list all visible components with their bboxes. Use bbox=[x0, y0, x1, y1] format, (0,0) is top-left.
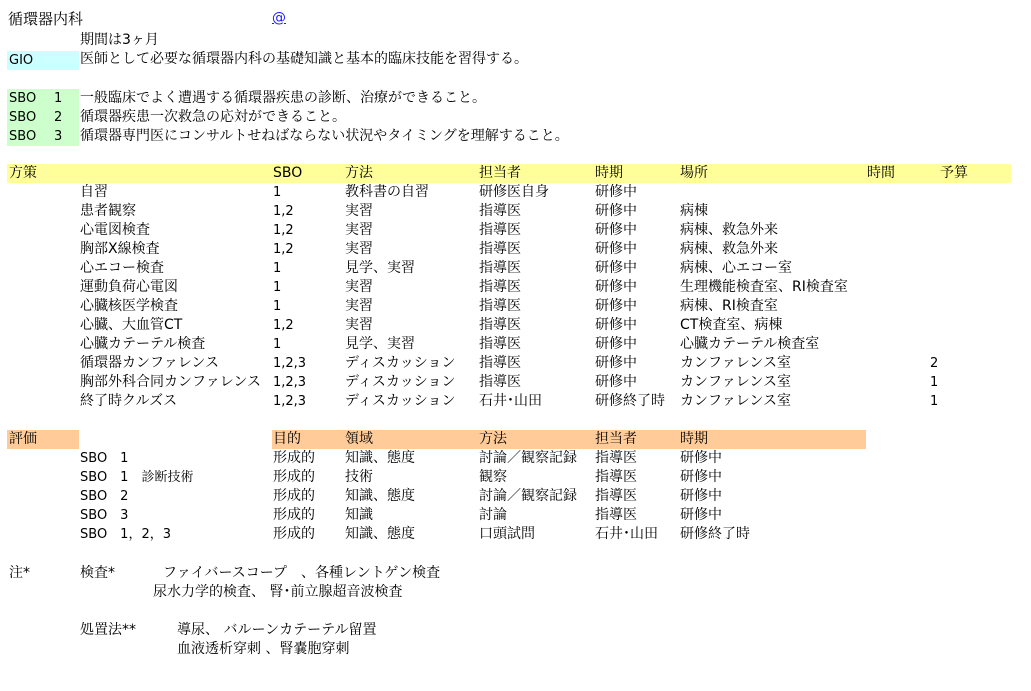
plan-cell-method: 実習 bbox=[345, 241, 373, 257]
plan-cell-time: 研修中 bbox=[595, 317, 637, 333]
plan-cell-sbo: 1,2 bbox=[273, 318, 294, 333]
plan-cell-name: 心エコー検査 bbox=[80, 260, 164, 276]
eval-cell-method: 討論 bbox=[479, 507, 507, 523]
sbo-text: 循環器疾患一次救急の応対ができること。 bbox=[80, 109, 346, 125]
plan-cell-person: 指導医 bbox=[479, 317, 521, 333]
plan-cell-method: 実習 bbox=[345, 203, 373, 219]
page-title: 循環器内科 bbox=[8, 10, 84, 28]
eval-cell-domain: 知識 bbox=[345, 507, 373, 523]
eval-header-person: 担当者 bbox=[595, 431, 637, 447]
plan-cell-person: 指導医 bbox=[479, 336, 521, 352]
plan-cell-person: 指導医 bbox=[479, 374, 521, 390]
notes-exam-line2: 尿水力学的検査、 腎･前立腺超音波検査 bbox=[153, 584, 403, 600]
eval-cell-method: 口頭試問 bbox=[479, 526, 535, 542]
plan-cell-name: 心電図検査 bbox=[80, 222, 150, 238]
plan-cell-sbo: 1 bbox=[273, 261, 282, 276]
plan-cell-method: ディスカッション bbox=[345, 374, 456, 390]
plan-cell-person: 指導医 bbox=[479, 203, 521, 219]
plan-cell-person: 指導医 bbox=[479, 241, 521, 257]
plan-cell-name: 心臓、大血管CT bbox=[80, 317, 183, 333]
plan-header-sbo: SBO bbox=[273, 165, 303, 181]
plan-cell-method: 教科書の自習 bbox=[345, 184, 429, 200]
plan-cell-sbo: 1,2 bbox=[273, 204, 294, 219]
plan-cell-place: 生理機能検査室、RI検査室 bbox=[680, 279, 848, 295]
plan-cell-method: ディスカッション bbox=[345, 355, 456, 371]
plan-cell-person: 指導医 bbox=[479, 355, 521, 371]
plan-cell-person: 研修医自身 bbox=[479, 184, 549, 200]
plan-cell-person: 指導医 bbox=[479, 222, 521, 238]
sbo-text: 一般臨床でよく遭遇する循環器疾患の診断、治療ができること。 bbox=[80, 90, 486, 106]
plan-cell-name: 終了時クルズス bbox=[80, 393, 178, 409]
plan-cell-name: 胸部X線検査 bbox=[80, 241, 160, 257]
plan-header-budget: 予算 bbox=[940, 165, 968, 181]
plan-cell-sbo: 1,2 bbox=[273, 223, 294, 238]
plan-cell-place: 病棟、心エコー室 bbox=[680, 260, 792, 276]
plan-cell-time: 研修中 bbox=[595, 298, 637, 314]
plan-cell-sbo: 1 bbox=[273, 337, 282, 352]
plan-cell-person: 指導医 bbox=[479, 298, 521, 314]
eval-cell-domain: 知識、態度 bbox=[345, 488, 415, 504]
plan-cell-place: CT検査室、病棟 bbox=[680, 317, 783, 333]
email-link[interactable]: @ bbox=[272, 10, 286, 26]
plan-cell-person: 石井･山田 bbox=[479, 393, 542, 409]
eval-cell-purpose: 形成的 bbox=[273, 526, 315, 542]
eval-cell-purpose: 形成的 bbox=[273, 507, 315, 523]
notes-exam-line1: ファイバースコープ 、各種レントゲン検査 bbox=[163, 565, 441, 581]
eval-cell-domain: 知識、態度 bbox=[345, 526, 415, 542]
plan-cell-sbo: 1 bbox=[273, 280, 282, 295]
plan-cell-name: 心臓核医学検査 bbox=[80, 298, 178, 314]
plan-cell-time: 研修中 bbox=[595, 260, 637, 276]
plan-cell-name: 患者観察 bbox=[80, 203, 136, 219]
notes-treat-line1: 導尿、 バルーンカテーテル留置 bbox=[177, 622, 377, 638]
sbo-label: SBO bbox=[9, 129, 37, 144]
plan-cell-sbo: 1,2,3 bbox=[273, 375, 307, 390]
eval-header-domain: 領域 bbox=[345, 431, 373, 447]
plan-cell-place: 病棟、救急外来 bbox=[680, 241, 778, 257]
eval-cell-time: 研修終了時 bbox=[680, 526, 750, 542]
eval-cell-time: 研修中 bbox=[680, 450, 722, 466]
eval-label: 評価 bbox=[9, 431, 37, 447]
plan-label: 方策 bbox=[9, 165, 37, 181]
plan-cell-time: 研修中 bbox=[595, 241, 637, 257]
plan-cell-place: 心臓カテーテル検査室 bbox=[680, 336, 820, 352]
plan-header-method: 方法 bbox=[345, 165, 373, 181]
notes-exam-label: 検査* bbox=[80, 565, 115, 581]
eval-header-time: 時期 bbox=[680, 431, 708, 447]
plan-cell-person: 指導医 bbox=[479, 279, 521, 295]
eval-cell-method: 討論／観察記録 bbox=[479, 488, 577, 504]
eval-cell-target: SBO 1 診断技術 bbox=[80, 470, 194, 485]
eval-cell-time: 研修中 bbox=[680, 507, 722, 523]
eval-cell-time: 研修中 bbox=[680, 469, 722, 485]
plan-header-person: 担当者 bbox=[479, 165, 521, 181]
eval-cell-method: 観察 bbox=[479, 469, 507, 485]
plan-header-time: 時期 bbox=[595, 165, 623, 181]
eval-cell-target: SBO 1，2，3 bbox=[80, 527, 171, 542]
eval-cell-method: 討論／観察記録 bbox=[479, 450, 577, 466]
plan-cell-sbo: 1,2 bbox=[273, 242, 294, 257]
notes-treat-line2: 血液透析穿刺 、腎嚢胞穿刺 bbox=[177, 641, 350, 657]
plan-cell-budget: 1 bbox=[930, 375, 939, 390]
plan-cell-name: 自習 bbox=[80, 184, 108, 200]
plan-cell-place: カンファレンス室 bbox=[680, 355, 791, 371]
notes-treat-label: 処置法** bbox=[80, 622, 136, 638]
plan-cell-name: 運動負荷心電図 bbox=[80, 279, 178, 295]
plan-cell-time: 研修中 bbox=[595, 184, 637, 200]
plan-cell-time: 研修終了時 bbox=[595, 393, 665, 409]
plan-cell-sbo: 1,2,3 bbox=[273, 356, 307, 371]
plan-cell-method: 実習 bbox=[345, 279, 373, 295]
plan-cell-method: 実習 bbox=[345, 298, 373, 314]
eval-cell-person: 指導医 bbox=[595, 507, 637, 523]
plan-cell-person: 指導医 bbox=[479, 260, 521, 276]
sbo-number: 1 bbox=[54, 91, 63, 106]
plan-cell-budget: 1 bbox=[930, 394, 939, 409]
plan-cell-method: 実習 bbox=[345, 222, 373, 238]
plan-header-hours: 時間 bbox=[867, 165, 895, 181]
plan-cell-time: 研修中 bbox=[595, 355, 637, 371]
eval-header-method: 方法 bbox=[479, 431, 507, 447]
plan-header-place: 場所 bbox=[680, 165, 708, 181]
eval-cell-domain: 技術 bbox=[345, 469, 373, 485]
plan-cell-name: 胸部外科合同カンファレンス bbox=[80, 374, 261, 390]
eval-cell-person: 石井･山田 bbox=[595, 526, 658, 542]
eval-cell-purpose: 形成的 bbox=[273, 488, 315, 504]
plan-cell-method: ディスカッション bbox=[345, 393, 456, 409]
plan-cell-budget: 2 bbox=[930, 356, 939, 371]
sbo-label: SBO bbox=[9, 91, 37, 106]
plan-cell-place: 病棟、RI検査室 bbox=[680, 298, 778, 314]
sbo-label: SBO bbox=[9, 110, 37, 125]
eval-cell-person: 指導医 bbox=[595, 469, 637, 485]
eval-cell-person: 指導医 bbox=[595, 488, 637, 504]
plan-cell-name: 心臓カテーテル検査 bbox=[80, 336, 206, 352]
eval-header-purpose: 目的 bbox=[273, 431, 301, 447]
plan-cell-time: 研修中 bbox=[595, 374, 637, 390]
eval-cell-target: SBO 1 bbox=[80, 451, 129, 466]
plan-cell-method: 実習 bbox=[345, 317, 373, 333]
notes-label: 注* bbox=[9, 565, 30, 581]
plan-cell-time: 研修中 bbox=[595, 336, 637, 352]
sbo-number: 2 bbox=[54, 110, 63, 125]
plan-cell-name: 循環器カンファレンス bbox=[80, 355, 219, 371]
eval-cell-target: SBO 3 bbox=[80, 508, 129, 523]
sbo-number: 3 bbox=[54, 129, 63, 144]
plan-cell-time: 研修中 bbox=[595, 279, 637, 295]
eval-cell-purpose: 形成的 bbox=[273, 450, 315, 466]
eval-cell-time: 研修中 bbox=[680, 488, 722, 504]
eval-cell-person: 指導医 bbox=[595, 450, 637, 466]
plan-cell-sbo: 1 bbox=[273, 185, 282, 200]
plan-cell-sbo: 1 bbox=[273, 299, 282, 314]
plan-cell-place: 病棟、救急外来 bbox=[680, 222, 778, 238]
plan-cell-place: カンファレンス室 bbox=[680, 374, 791, 390]
plan-cell-time: 研修中 bbox=[595, 203, 637, 219]
gio-text: 医師として必要な循環器内科の基礎知識と基本的臨床技能を習得する。 bbox=[80, 51, 528, 67]
plan-cell-sbo: 1,2,3 bbox=[273, 394, 307, 409]
gio-label: GIO bbox=[9, 53, 34, 68]
sbo-text: 循環器専門医にコンサルトせねばならない状況やタイミングを理解すること。 bbox=[80, 128, 569, 144]
eval-cell-target: SBO 2 bbox=[80, 489, 129, 504]
plan-cell-place: 病棟 bbox=[680, 203, 708, 219]
plan-cell-method: 見学、実習 bbox=[345, 260, 415, 276]
plan-cell-place: カンファレンス室 bbox=[680, 393, 791, 409]
period-text: 期間は3ヶ月 bbox=[80, 32, 159, 48]
plan-cell-method: 見学、実習 bbox=[345, 336, 415, 352]
eval-cell-purpose: 形成的 bbox=[273, 469, 315, 485]
eval-cell-domain: 知識、態度 bbox=[345, 450, 415, 466]
plan-cell-time: 研修中 bbox=[595, 222, 637, 238]
